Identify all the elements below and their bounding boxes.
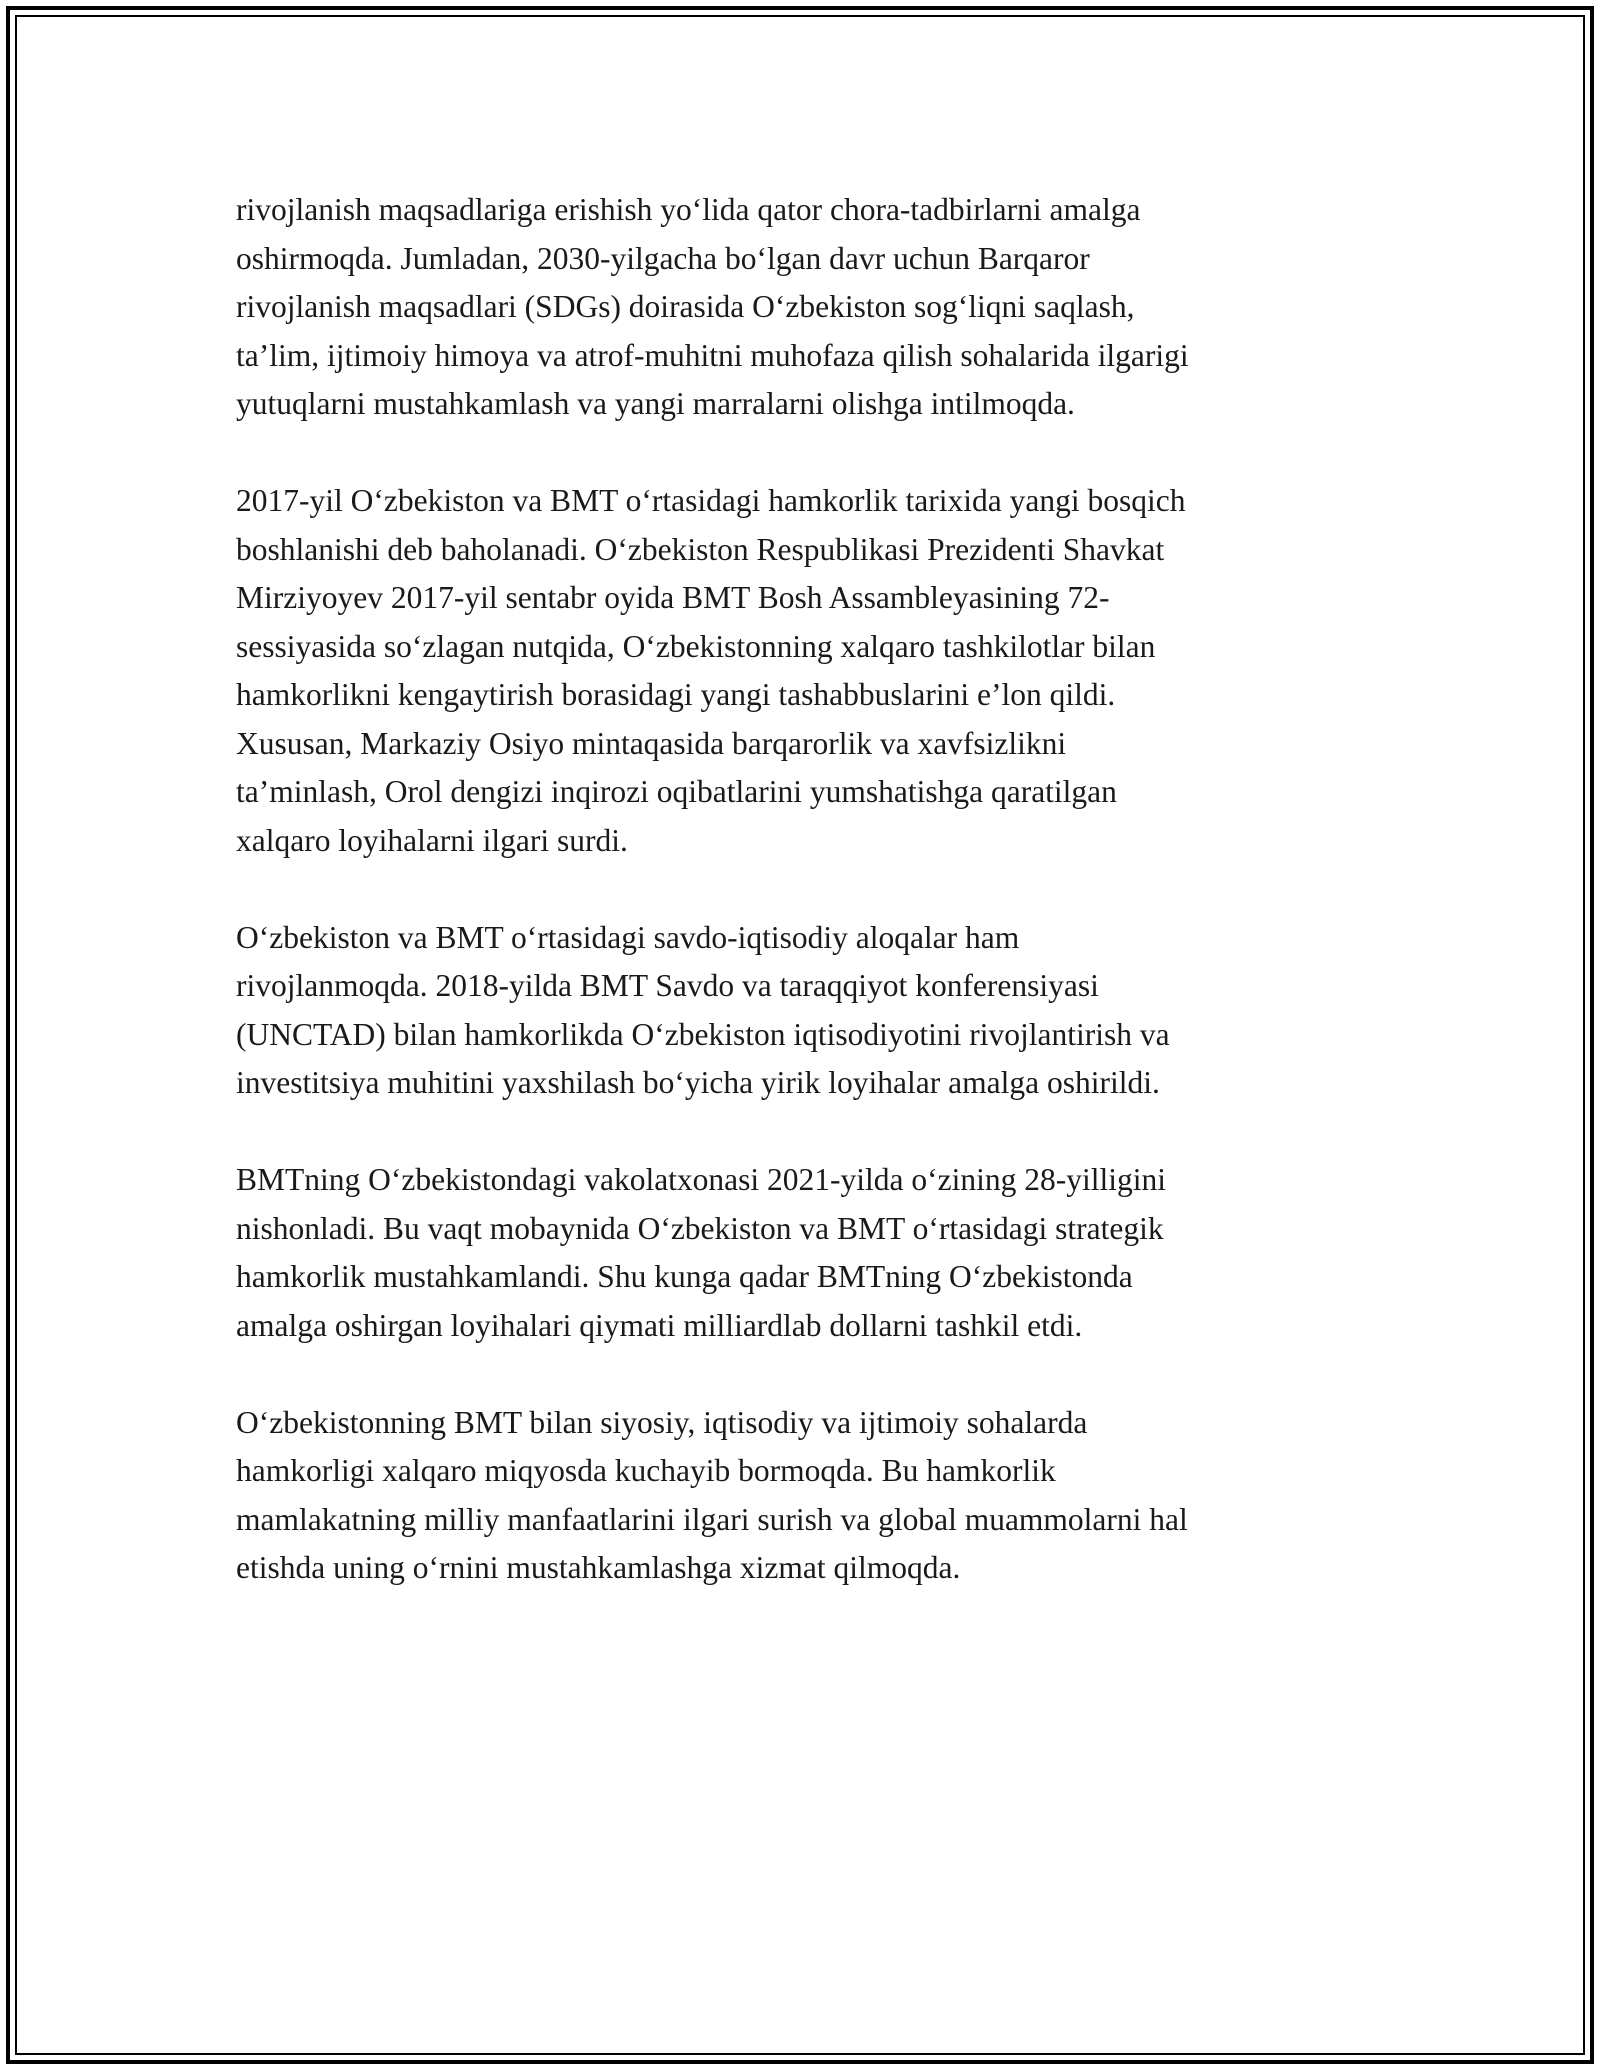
- text-line: hamkorlik mustahkamlandi. Shu kunga qadar BMTning O‘zbekistonda: [236, 1259, 1133, 1294]
- text-line: ta’minlash, Orol dengizi inqirozi oqibatlarini yumshatishga qaratilgan: [236, 774, 1117, 809]
- document-body: [236, 186, 1356, 1641]
- text-line: BMTning O‘zbekistondagi vakolatxonasi 2021-yilda o‘zining 28-yilligini: [236, 1162, 1166, 1197]
- text-line: ta’lim, ijtimoiy himoya va atrof-muhitni muhofaza qilish sohalarida ilgarigi: [236, 337, 1189, 373]
- text-line: etishda uning o‘rnini mustahkamlashga xizmat qilmoqda.: [236, 1550, 961, 1585]
- paragraph-4: [236, 1156, 1356, 1350]
- text-line: 2017-yil O‘zbekiston va BMT o‘rtasidagi hamkorlik tarixida yangi bosqich: [236, 483, 1186, 518]
- text-line: (UNCTAD) bilan hamkorlikda O‘zbekiston iqtisodiyotini rivojlantirish va: [236, 1016, 1170, 1052]
- text-line: O‘zbekistonning BMT bilan siyosiy, iqtisodiy va ijtimoiy sohalarda: [236, 1404, 1088, 1440]
- text-line: mamlakatning milliy manfaatlarini ilgari surish va global muammolarni hal: [236, 1501, 1188, 1537]
- text-line: boshlanishi deb baholanadi. O‘zbekiston Respublikasi Prezidenti Shavkat: [236, 531, 1165, 567]
- text-line: nishonladi. Bu vaqt mobaynida O‘zbekiston va BMT o‘rtasidagi strategik: [236, 1210, 1164, 1246]
- paragraph-1: [236, 186, 1356, 429]
- text-line: Mirziyoyev 2017-yil sentabr oyida BMT Bosh Assambleyasining 72-: [236, 580, 1110, 615]
- text-line: rivojlanish maqsadlariga erishish yo‘lida qator chora-tadbirlarni amalga: [236, 192, 1141, 227]
- text-line: O‘zbekiston va BMT o‘rtasidagi savdo-iqtisodiy aloqalar ham: [236, 919, 1020, 955]
- text-line: investitsiya muhitini yaxshilash bo‘yicha yirik loyihalar amalga oshirildi.: [236, 1065, 1160, 1100]
- text-line: rivojlanmoqda. 2018-yilda BMT Savdo va taraqqiyot konferensiyasi: [236, 968, 1099, 1003]
- text-line: sessiyasida so‘zlagan nutqida, O‘zbekistonning xalqaro tashkilotlar bilan: [236, 628, 1156, 664]
- paragraph-3: [236, 914, 1356, 1108]
- text-line: rivojlanish maqsadlari (SDGs) doirasida O‘zbekiston sog‘liqni saqlash,: [236, 289, 1135, 324]
- text-line: xalqaro loyihalarni ilgari surdi.: [236, 822, 628, 858]
- text-line: hamkorligi xalqaro miqyosda kuchayib bormoqda. Bu hamkorlik: [236, 1453, 1056, 1488]
- paragraph-5: [236, 1399, 1356, 1593]
- text-line: hamkorlikni kengaytirish borasidagi yangi tashabbuslarini e’lon qildi.: [236, 677, 1116, 712]
- text-line: oshirmoqda. Jumladan, 2030-yilgacha bo‘lgan davr uchun Barqaror: [236, 240, 1090, 276]
- text-line: Xususan, Markaziy Osiyo mintaqasida barqarorlik va xavfsizlikni: [236, 725, 1067, 761]
- paragraph-2: [236, 477, 1356, 865]
- text-line: yutuqlarni mustahkamlash va yangi marralarni olishga intilmoqda.: [236, 386, 1075, 421]
- text-line: amalga oshirgan loyihalari qiymati milliardlab dollarni tashkil etdi.: [236, 1307, 1083, 1343]
